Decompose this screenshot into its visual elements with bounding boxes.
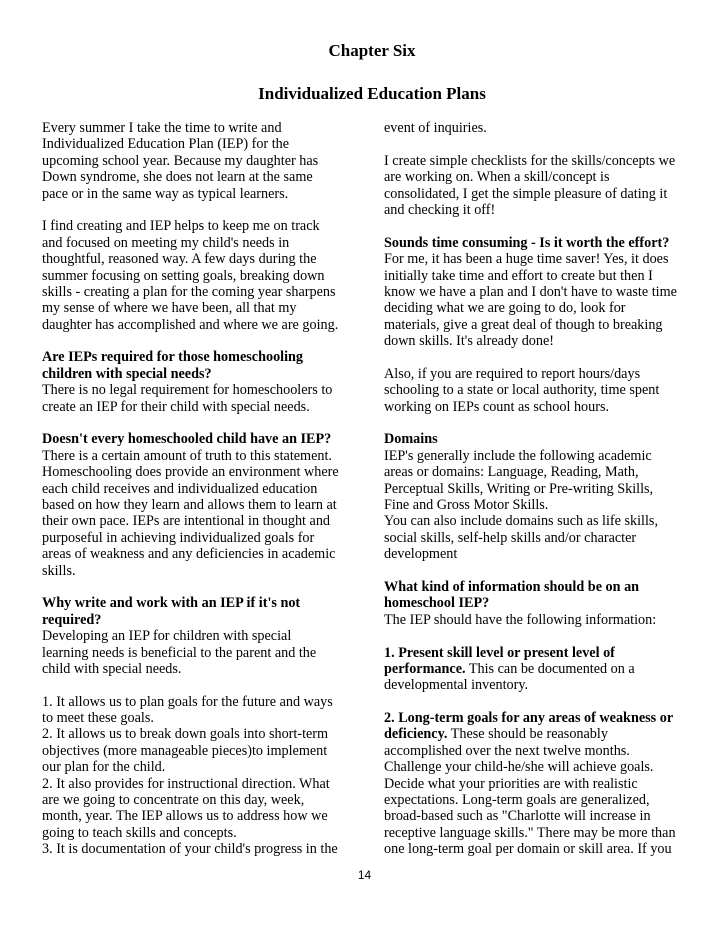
right-column (384, 120, 690, 858)
text-line: month, year. The IEP allows us to address how we (42, 808, 328, 825)
heading-line: 2. Long-term goals for any areas of weakness or (384, 710, 674, 727)
text-line: upcoming school year. Because my daughter has (42, 152, 319, 169)
text-line (384, 661, 690, 677)
text-line: I find creating and IEP helps to keep me on track (42, 218, 320, 235)
text-line: to meet these goals. (42, 710, 154, 727)
paragraph-gap (384, 349, 690, 365)
heading-line: children with special needs? (42, 365, 212, 382)
text-line: IEP's generally include the following academic (384, 447, 652, 464)
text-line: expectations. Long-term goals are generalized, (384, 792, 650, 809)
text-line: my sense of where we have been, all that my (42, 300, 297, 317)
chapter-label: Chapter Six (328, 41, 416, 60)
paragraph-gap (384, 563, 690, 579)
heading-line: 1. Present skill level or present level of (384, 644, 615, 661)
text-line: consolidated, I get the simple pleasure of dating it (384, 185, 668, 202)
text-line: materials, give a great deal of though to breaking (384, 316, 663, 333)
text-line: daughter has accomplished and where we are going. (42, 316, 339, 333)
text-line: Every summer I take the time to write and (42, 120, 282, 136)
text-line: our plan for the child. (42, 759, 166, 776)
text-line: 2. It also provides for instructional direction. What (42, 775, 330, 792)
text-segment: This can be documented on a (465, 660, 635, 677)
text-segment: These should be reasonably (447, 726, 608, 743)
text-line: development (384, 546, 458, 563)
paragraph-gap (42, 579, 347, 595)
paragraph-gap (384, 628, 690, 644)
heading-line: What kind of information should be on an (384, 578, 640, 595)
text-line: event of inquiries. (384, 120, 487, 136)
text-line: receptive language skills." There may be more than (384, 824, 676, 841)
text-line: are working on. When a skill/concept is (384, 169, 610, 186)
text-line: know we have a plan and I don't have to waste time (384, 283, 677, 300)
text-line: There is a certain amount of truth to this statement. (42, 447, 332, 464)
text-line: summer focusing on setting goals, breaking down (42, 267, 325, 284)
text-line: broad-based such as "Charlotte will increase in (384, 808, 651, 825)
text-line: down skills. It's already done! (384, 333, 555, 350)
left-column (42, 120, 347, 858)
heading-line: Domains (384, 431, 438, 448)
text-line: thoughtful, reasoned way. A few days during the (42, 251, 317, 268)
text-line: Perceptual Skills, Writing or Pre-writing Skills, (384, 480, 654, 497)
text-line: based on how they learn and allows them to learn at (42, 496, 337, 513)
text-line: each child receives and individualized education (42, 480, 318, 497)
bold-text-segment: performance. (384, 660, 466, 677)
text-line: skills - creating a plan for the coming year sharpens (42, 283, 336, 300)
text-line: Down syndrome, she does not learn at the same (42, 169, 313, 186)
text-line: developmental inventory. (384, 677, 529, 694)
text-line: are we going to concentrate on this day, week, (42, 792, 305, 809)
text-line: 1. It allows us to plan goals for the future and ways (42, 693, 333, 710)
text-line: and checking it off! (384, 201, 496, 218)
heading-line: Sounds time consuming - Is it worth the effort? (384, 234, 670, 251)
page-title: Individualized Education Plans (258, 84, 486, 103)
text-line: social skills, self-help skills and/or character (384, 529, 637, 546)
text-line: initially take time and effort to create but then I (384, 267, 653, 284)
text-line: purposeful in achieving individualized goals for (42, 529, 315, 546)
text-line: deciding what we are going to do, look for (384, 300, 626, 317)
text-line: The IEP should have the following information: (384, 611, 657, 628)
text-line: skills. (42, 562, 76, 579)
bold-text-segment: deficiency. (384, 726, 448, 743)
paragraph-gap (384, 218, 690, 234)
text-line: Homeschooling does provide an environment where (42, 464, 339, 481)
text-line: Decide what your priorities are with realistic (384, 775, 638, 792)
paragraph-gap (384, 136, 690, 152)
paragraph-gap (384, 415, 690, 431)
text-line: one long-term goal per domain or skill area. If you (384, 841, 672, 858)
text-line: areas of weakness and any deficiencies in academic (42, 546, 336, 563)
text-line: Developing an IEP for children with special (42, 628, 292, 645)
text-line: You can also include domains such as life skills, (384, 513, 659, 530)
text-line: areas or domains: Language, Reading, Math, (384, 464, 639, 481)
text-line: their own pace. IEPs are intentional in thought and (42, 513, 331, 530)
text-line: Individualized Education Plan (IEP) for the (42, 136, 290, 153)
paragraph-gap (384, 694, 690, 710)
paragraph-gap (42, 333, 347, 349)
heading-line: required? (42, 611, 102, 628)
heading-line: Are IEPs required for those homeschooling (42, 349, 304, 366)
text-line: accomplished over the next twelve months. (384, 742, 630, 759)
text-line: objectives (more manageable pieces)to implement (42, 742, 328, 759)
page-number: 14 (357, 868, 372, 882)
text-line: schooling to a state or local authority, time spent (384, 382, 660, 399)
text-line: Fine and Gross Motor Skills. (384, 496, 549, 513)
text-line: going to teach skills and concepts. (42, 824, 237, 841)
text-line: child with special needs. (42, 660, 182, 677)
text-line: working on IEPs count as school hours. (384, 398, 610, 415)
text-line: I create simple checklists for the skills/concepts we (384, 152, 676, 169)
text-line: For me, it has been a huge time saver! Yes, it does (384, 251, 669, 268)
text-line: Also, if you are required to report hours/days (384, 365, 641, 382)
paragraph-gap (42, 202, 347, 218)
text-line: learning needs is beneficial to the parent and the (42, 644, 317, 661)
text-line: pace or in the same way as typical learners. (42, 185, 289, 202)
text-line (384, 726, 690, 742)
heading-line: homeschool IEP? (384, 595, 490, 612)
paragraph-gap (42, 677, 347, 693)
text-line: 2. It allows us to break down goals into short-term (42, 726, 329, 743)
paragraph-gap (42, 415, 347, 431)
heading-line: Why write and work with an IEP if it's not (42, 595, 301, 612)
text-line: and focused on meeting my child's needs in (42, 234, 290, 251)
text-line: 3. It is documentation of your child's progress in the (42, 841, 338, 858)
text-line: Challenge your child-he/she will achieve goals. (384, 759, 654, 776)
heading-line: Doesn't every homeschooled child have an IEP? (42, 431, 332, 448)
text-line: create an IEP for their child with special needs. (42, 398, 310, 415)
text-line: There is no legal requirement for homeschoolers to (42, 382, 333, 399)
